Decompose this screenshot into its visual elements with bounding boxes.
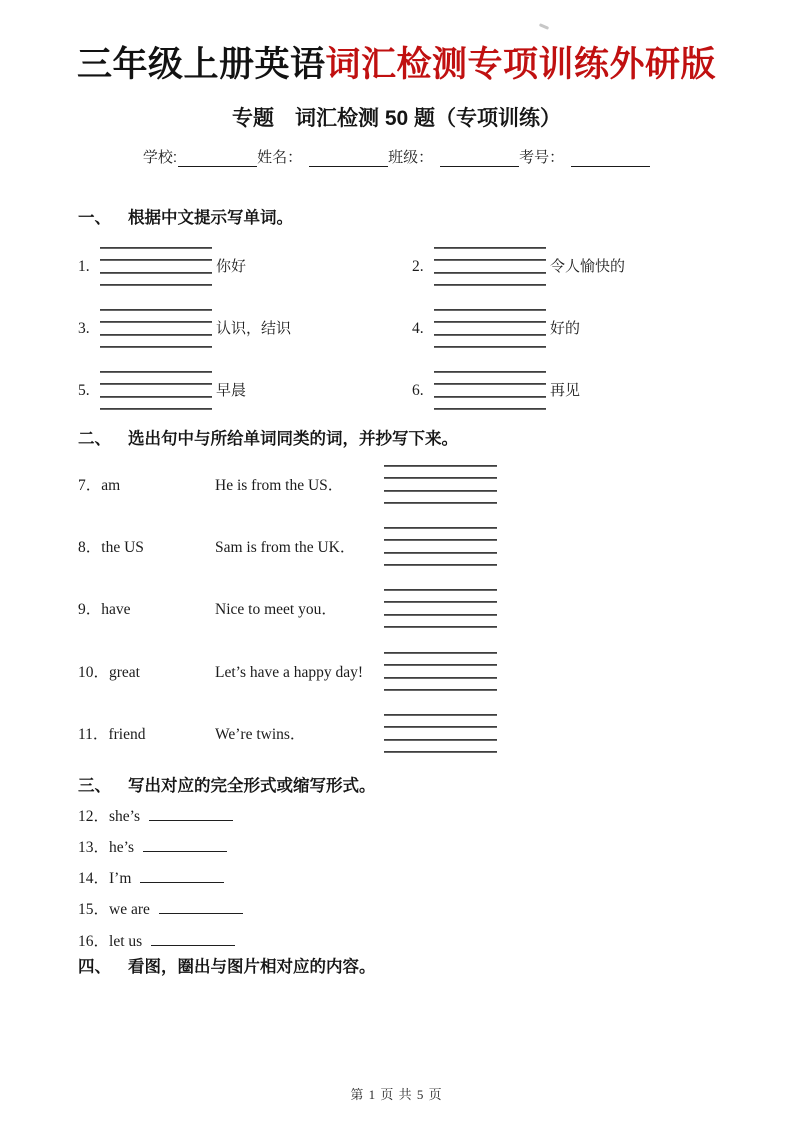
name-label: 姓名：: [257, 149, 303, 166]
given-word: great: [109, 664, 140, 681]
item-number: 6.: [412, 382, 424, 399]
chinese-hint: 早晨: [216, 382, 247, 399]
item-number: 14．: [78, 870, 110, 887]
given-word: am: [101, 477, 121, 494]
info-field-school: [143, 148, 257, 167]
four-line-writing-grid: [100, 247, 212, 286]
answer-blank-line: [149, 805, 233, 821]
item-number: 15．: [78, 901, 110, 918]
four-line-writing-grid: [384, 714, 497, 753]
classify-item-8: [78, 527, 638, 571]
chinese-hint: 好的: [550, 320, 581, 337]
scan-smudge-mark: [539, 23, 549, 30]
section-three-number: 三、: [78, 777, 111, 795]
item-number: 1.: [78, 258, 90, 275]
four-line-writing-grid: [434, 371, 546, 410]
answer-blank-line: [143, 836, 227, 852]
four-line-writing-grid: [384, 465, 497, 504]
given-word: the US: [101, 539, 144, 556]
classify-item-9: [78, 589, 638, 633]
item-number: 7．: [78, 477, 102, 494]
sentence-text: Nice to meet you．: [215, 601, 337, 618]
examno-blank-line: [571, 149, 650, 167]
classify-item-7: [78, 465, 638, 509]
item-lead: [78, 663, 140, 683]
examno-label: 考号：: [519, 149, 565, 166]
word-item-5: [78, 371, 414, 417]
phrase-text: she’s: [109, 808, 141, 825]
item-number: 13．: [78, 839, 110, 856]
phrase-text: he’s: [109, 839, 134, 856]
section-one-number: 一、: [78, 209, 111, 227]
four-line-writing-grid: [100, 309, 212, 348]
item-lead: [78, 538, 144, 558]
item-number: 9．: [78, 601, 102, 618]
given-word: have: [101, 601, 131, 618]
four-line-writing-grid: [384, 589, 497, 628]
chinese-hint: 令人愉快的: [550, 258, 626, 275]
item-number: 10．: [78, 664, 110, 681]
sentence-text: Sam is from the UK．: [215, 539, 356, 556]
chinese-hint: 再见: [550, 382, 581, 399]
section-two-title: 选出句中与所给单词同类的词，并抄写下来。: [128, 430, 458, 448]
section-one-heading: [78, 208, 293, 228]
name-blank-line: [309, 149, 388, 167]
info-field-name: [257, 148, 388, 167]
item-number: 3.: [78, 320, 90, 337]
section-three-title: 写出对应的完全形式或缩写形式。: [128, 777, 376, 795]
answer-blank-line: [151, 930, 235, 946]
contraction-item-16: [78, 930, 235, 954]
section-two-heading: [78, 429, 458, 449]
page-footer: [0, 1084, 793, 1103]
phrase-text: we are: [109, 901, 150, 918]
item-number: 8．: [78, 539, 102, 556]
contraction-item-15: [78, 898, 243, 922]
item-number: 5.: [78, 382, 90, 399]
answer-blank-line: [159, 898, 243, 914]
info-field-class: [388, 148, 519, 167]
school-label: 学校:: [142, 149, 178, 166]
sentence-text: We’re twins．: [215, 726, 306, 743]
contraction-item-12: [78, 805, 233, 829]
four-line-writing-grid: [384, 527, 497, 566]
school-blank-line: [178, 149, 257, 167]
contraction-item-13: [78, 836, 227, 860]
section-four-heading: [78, 957, 376, 977]
page-subtitle: 专题 词汇检测 50 题（专项训练）: [231, 107, 562, 130]
item-number: 11．: [78, 726, 109, 743]
four-line-writing-grid: [384, 652, 497, 691]
answer-blank-line: [140, 867, 224, 883]
four-line-writing-grid: [434, 309, 546, 348]
item-number: 2.: [412, 258, 424, 275]
classify-item-10: [78, 652, 638, 696]
word-item-6: [412, 371, 748, 417]
word-item-3: [78, 309, 414, 355]
section-four-number: 四、: [78, 958, 111, 976]
phrase-text: let us: [109, 933, 143, 950]
student-info-bar: [0, 148, 793, 167]
section-four-title: 看图，圈出与图片相对应的内容。: [128, 958, 376, 976]
word-item-1: [78, 247, 414, 293]
section-three-heading: [78, 776, 376, 796]
item-lead: [78, 725, 145, 745]
page-number: 第 1 页 共 5 页: [350, 1087, 443, 1102]
item-number: 12．: [78, 808, 110, 825]
word-item-2: [412, 247, 748, 293]
classify-item-11: [78, 714, 638, 758]
info-field-examno: [519, 148, 650, 167]
chinese-hint: 你好: [216, 258, 247, 275]
item-lead: [78, 476, 120, 496]
phrase-text: I’m: [109, 870, 132, 887]
sentence-text: Let’s have a happy day!: [215, 664, 364, 681]
item-number: 4.: [412, 320, 424, 337]
four-line-writing-grid: [434, 247, 546, 286]
chinese-hint: 认识，结识: [216, 320, 292, 337]
page-title-black: 三年级上册英语: [76, 45, 326, 84]
item-lead: [78, 600, 131, 620]
word-item-4: [412, 309, 748, 355]
class-label: 班级：: [388, 149, 434, 166]
given-word: friend: [108, 726, 146, 743]
sentence-text: He is from the US．: [215, 477, 344, 494]
four-line-writing-grid: [100, 371, 212, 410]
section-two-number: 二、: [78, 430, 111, 448]
page-title-red: 词汇检测专项训练外研版: [325, 45, 717, 84]
section-one-title: 根据中文提示写单词。: [128, 209, 293, 227]
class-blank-line: [440, 149, 519, 167]
item-number: 16．: [78, 933, 110, 950]
contraction-item-14: [78, 867, 224, 891]
page-title: [0, 44, 793, 86]
